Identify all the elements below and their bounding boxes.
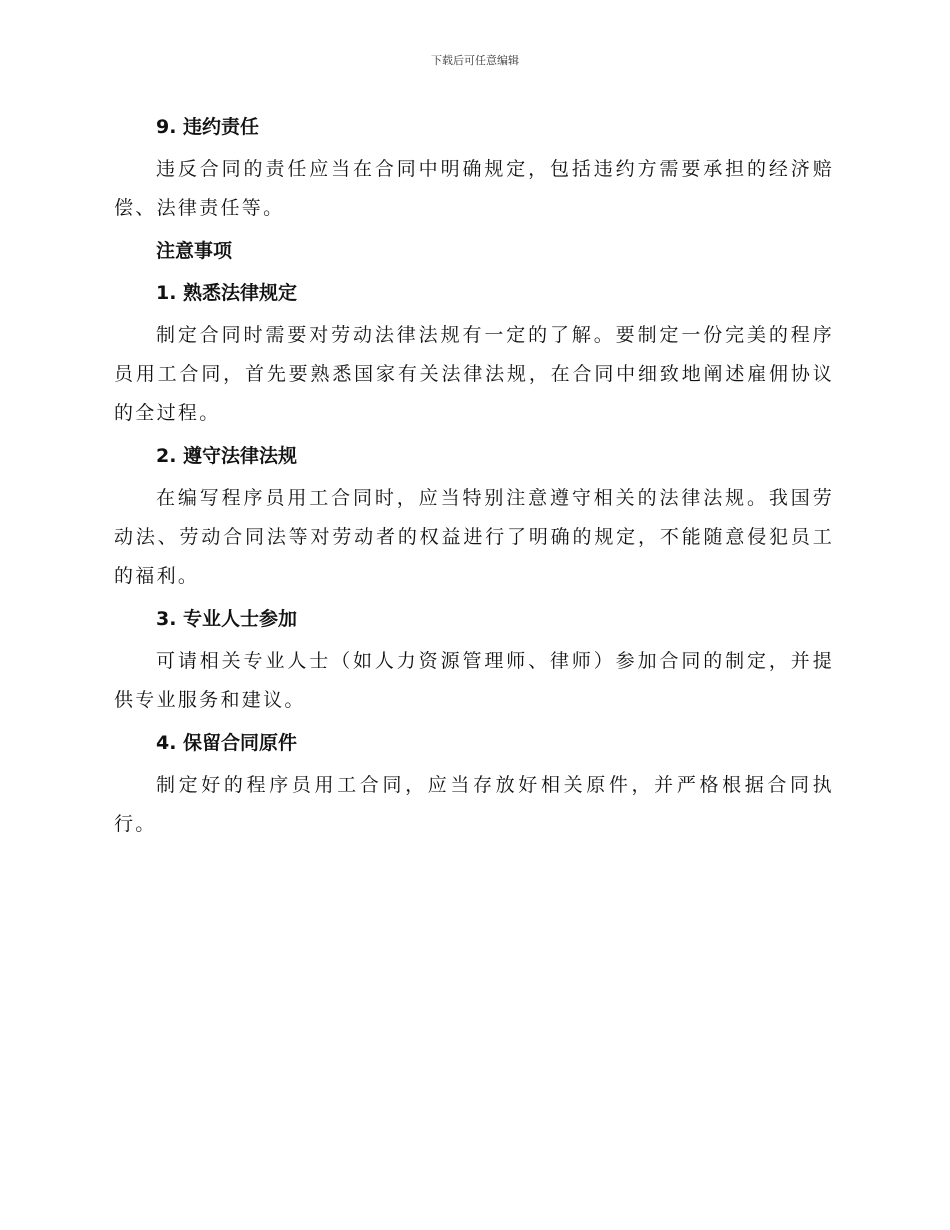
- section-paragraph-know-law: 制定合同时需要对劳动法律法规有一定的了解。要制定一份完美的程序员用工合同，首先要熟悉国家有关法律法规，在合同中细致地阐述雇佣协议的全过程。: [114, 324, 834, 424]
- section-heading-keep-original: 4. 保留合同原件: [156, 732, 298, 754]
- section-paragraph-breach-liability: 违反合同的责任应当在合同中明确规定，包括违约方需要承担的经济赔偿、法律责任等。: [114, 158, 834, 219]
- section-paragraph-keep-original: 制定好的程序员用工合同，应当存放好相关原件，并严格根据合同执行。: [114, 774, 834, 835]
- section-heading-professionals: 3. 专业人士参加: [156, 608, 298, 630]
- section-paragraph-obey-law: 在编写程序员用工合同时，应当特别注意遵守相关的法律法规。我国劳动法、劳动合同法等对劳动者的权益进行了明确的规定，不能随意侵犯员工的福利。: [114, 487, 834, 587]
- section-heading-notes: 注意事项: [156, 240, 233, 262]
- section-heading-breach-liability: 9. 违约责任: [156, 116, 260, 138]
- section-heading-obey-law: 2. 遵守法律法规: [156, 445, 298, 467]
- document-body: [114, 108, 834, 848]
- page-header: 下载后可任意编辑: [431, 54, 519, 67]
- section-paragraph-professionals: 可请相关专业人士（如人力资源管理师、律师）参加合同的制定，并提供专业服务和建议。: [114, 650, 834, 711]
- section-heading-know-law: 1. 熟悉法律规定: [156, 282, 298, 304]
